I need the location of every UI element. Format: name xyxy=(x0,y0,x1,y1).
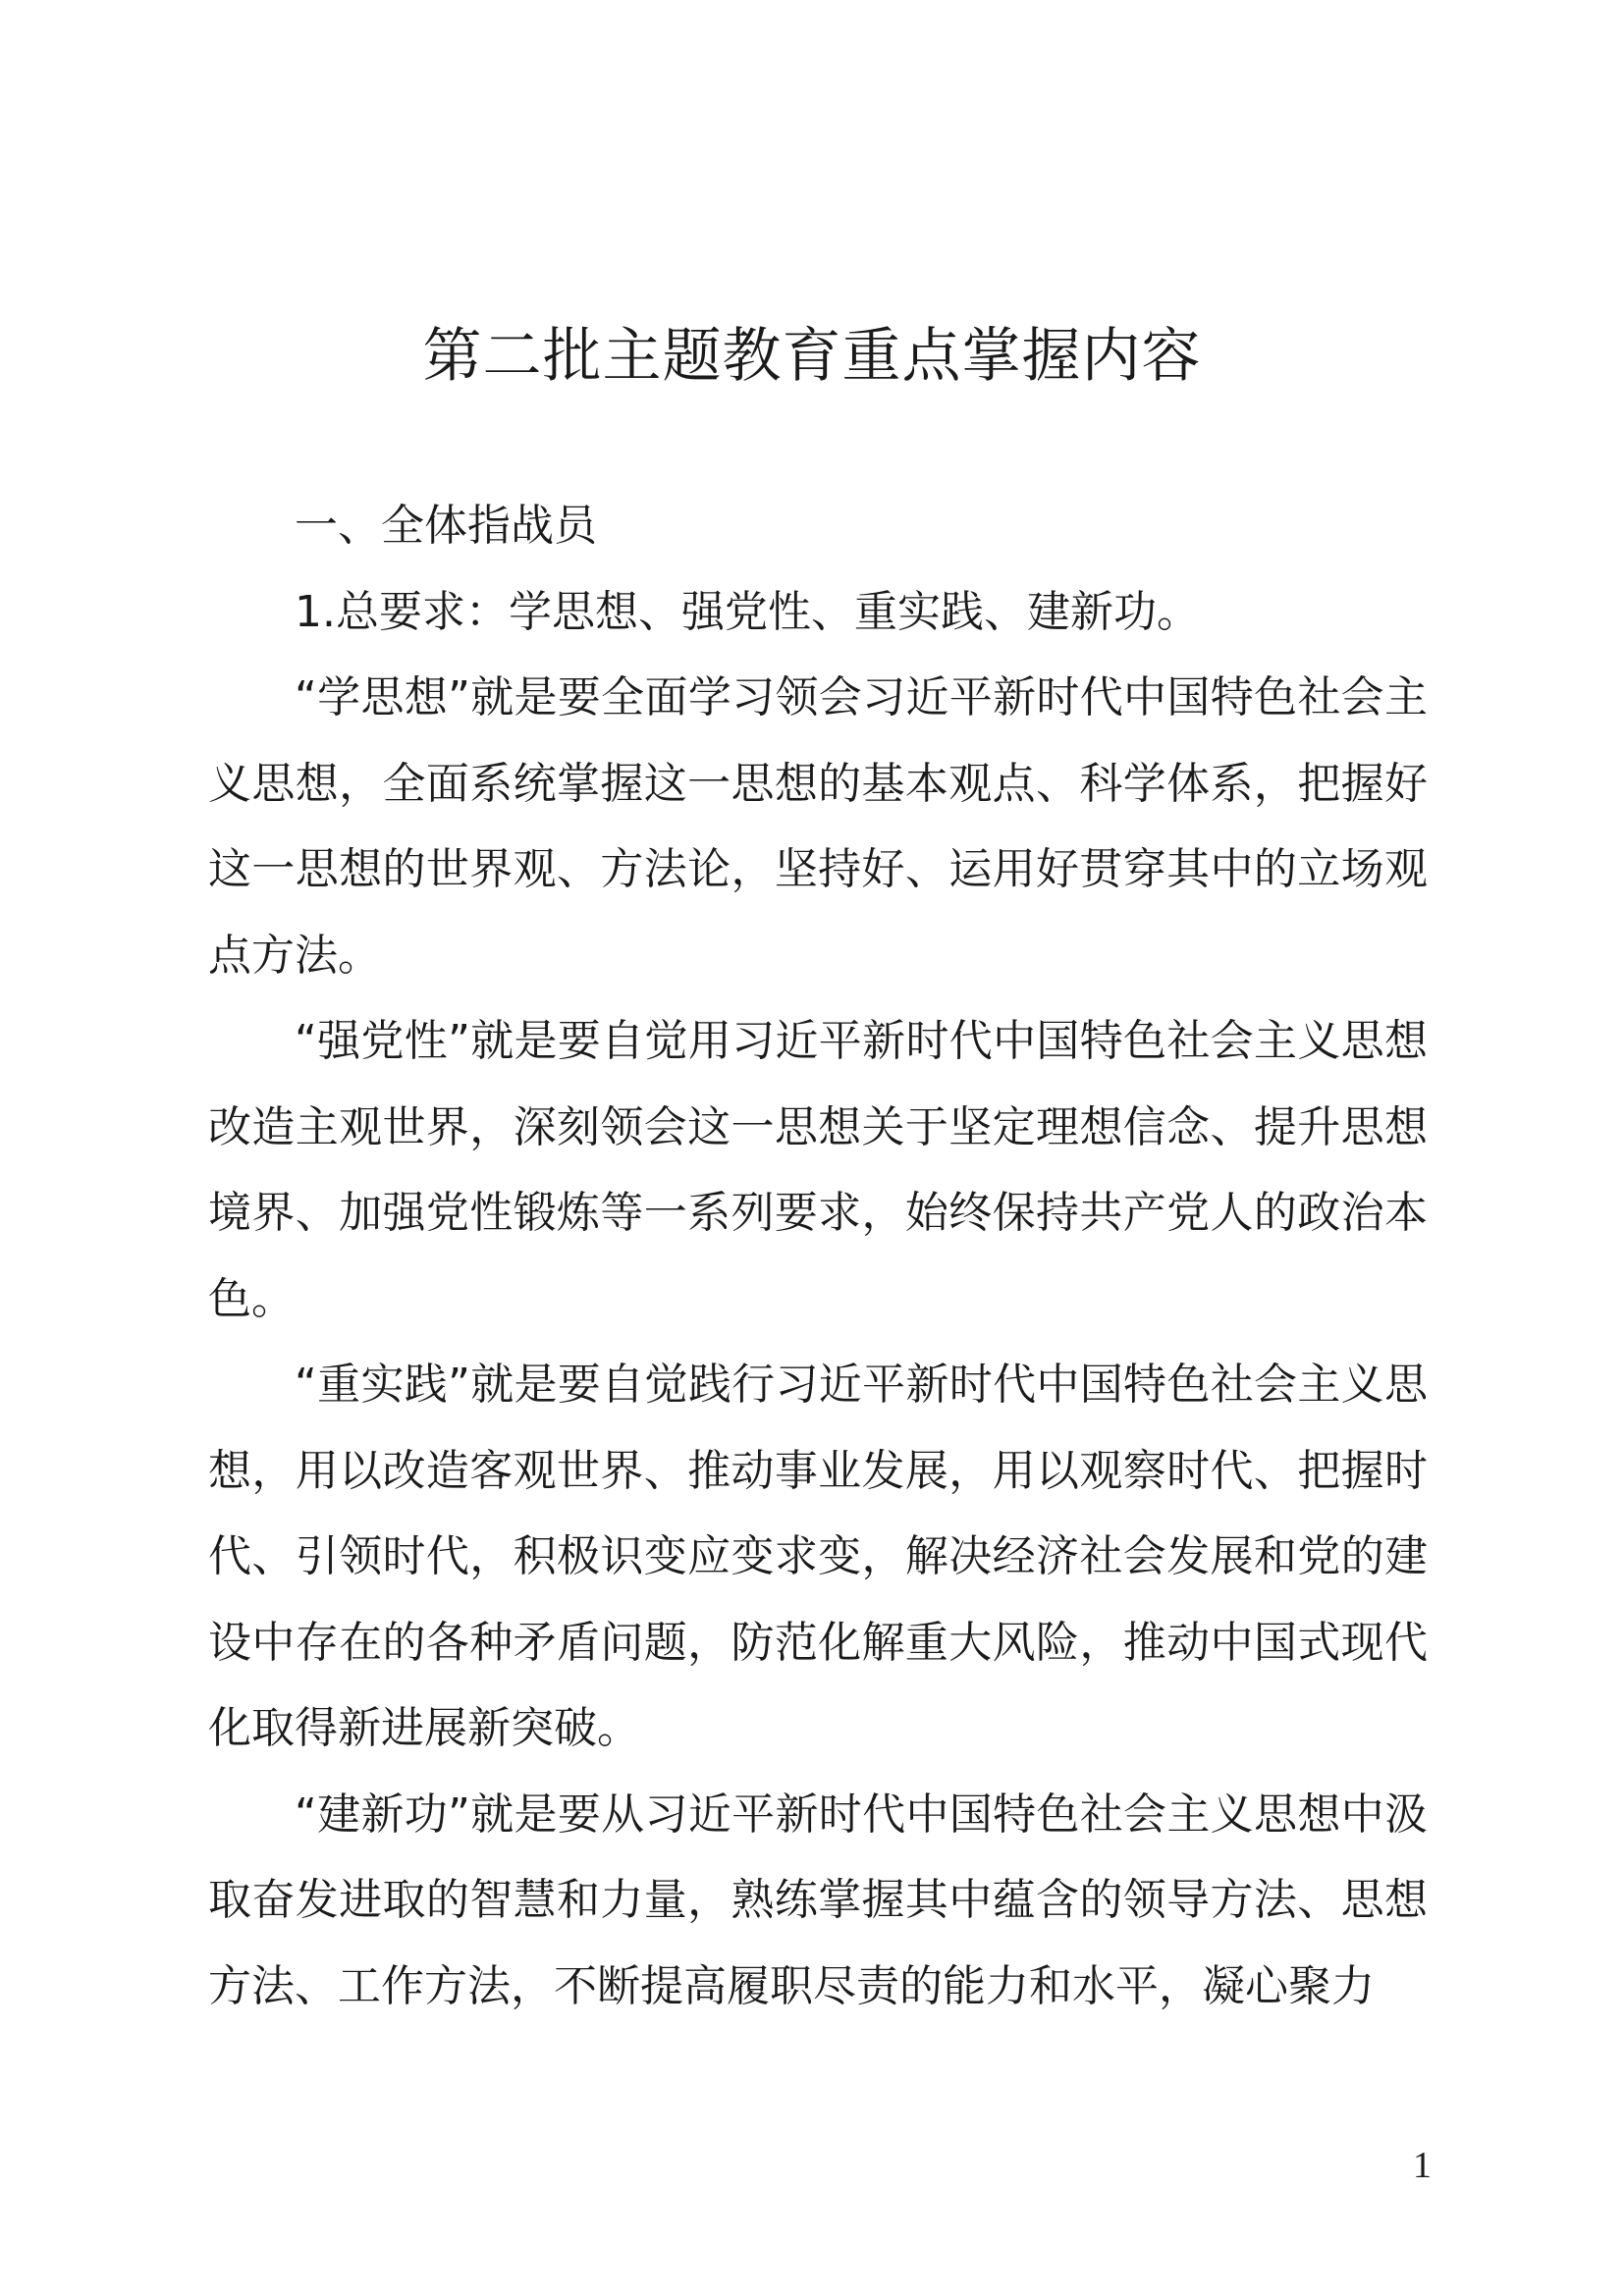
paragraph-emphasize-practice: “重实践”就是要自觉践行习近平新时代中国特色社会主义思想，用以改造客观世界、推动事业发展，用以观察时代、把握时代、引领时代，积极识变应变求变，解决经济社会发展和党的建设中存在的各种矛盾问题，防范化解重大风险，推动中国式现代化取得新进展新突破。 xyxy=(208,1360,1428,1753)
paragraph-strengthen-party-spirit: “强党性”就是要自觉用习近平新时代中国特色社会主义思想改造主观世界，深刻领会这一思想关于坚定理想信念、提升思想境界、加强党性锻炼等一系列要求，始终保持共产党人的政治本色。 xyxy=(208,1016,1428,1324)
document-title: 第二批主题教育重点掌握内容 xyxy=(422,322,1202,391)
paragraph-study-thought: “学思想”就是要全面学习领会习近平新时代中国特色社会主义思想，全面系统掌握这一思想的基本观点、科学体系，把握好这一思想的世界观、方法论，坚持好、运用好贯穿其中的立场观点方法。 xyxy=(208,672,1428,981)
section-heading: 一、全体指战员 xyxy=(295,501,597,551)
paragraph-build-new-merit: “建新功”就是要从习近平新时代中国特色社会主义思想中汲取奋发进取的智慧和力量，熟练掌握其中蕴含的领导方法、思想方法、工作方法，不断提高履职尽责的能力和水平，凝心聚力 xyxy=(208,1789,1428,2011)
page-number: 1 xyxy=(1413,2145,1432,2186)
document-body xyxy=(208,483,1428,2029)
paragraph-general-requirement: 1.总要求：学思想、强党性、重实践、建新功。 xyxy=(295,586,1200,637)
